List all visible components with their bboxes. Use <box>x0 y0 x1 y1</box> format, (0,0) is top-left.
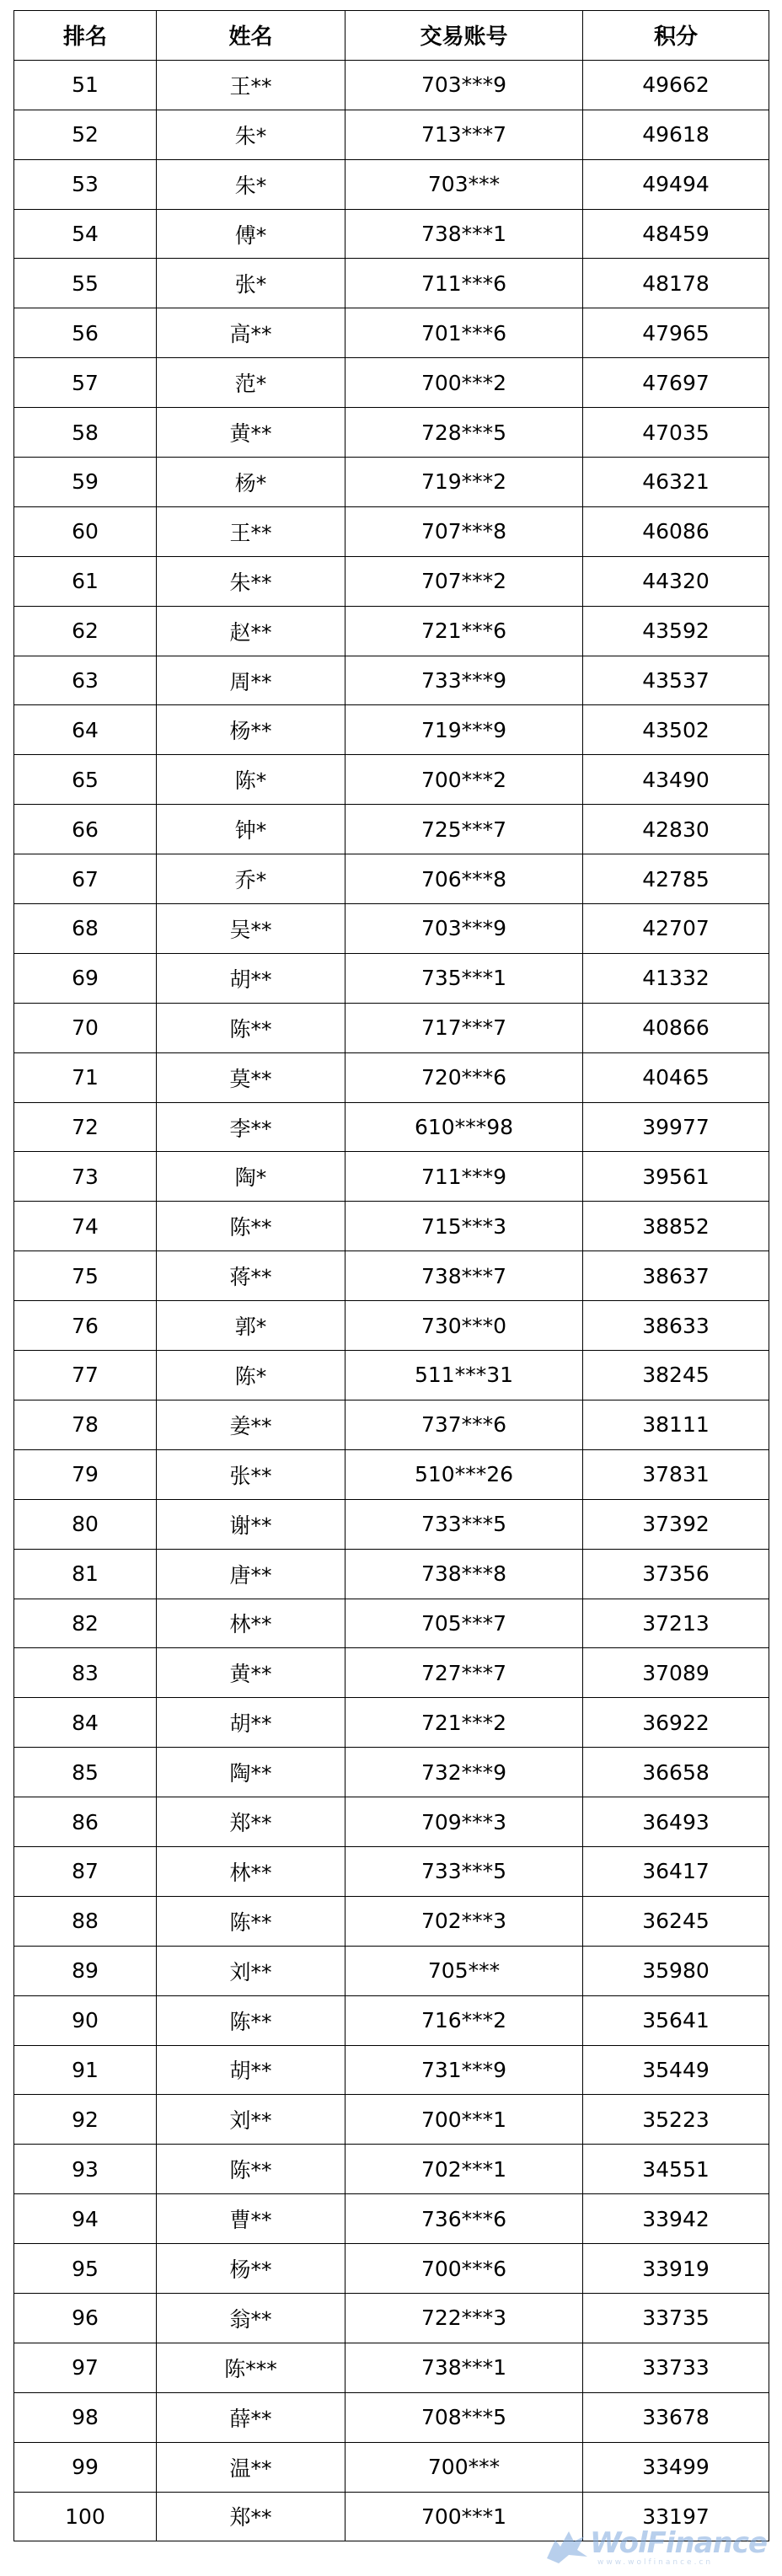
cell-account: 733***5 <box>345 1499 583 1549</box>
cell-score: 36658 <box>583 1748 769 1797</box>
cell-score: 33733 <box>583 2343 769 2392</box>
table-row <box>14 2145 769 2194</box>
cell-score: 33919 <box>583 2244 769 2294</box>
ranking-table <box>13 10 769 2541</box>
cell-name: 黄** <box>157 408 345 458</box>
cell-score: 46086 <box>583 506 769 556</box>
table-row <box>14 854 769 904</box>
cell-score: 42830 <box>583 805 769 854</box>
cell-rank: 66 <box>14 805 157 854</box>
table-row <box>14 1351 769 1400</box>
cell-name: 唐** <box>157 1549 345 1599</box>
cell-score: 43537 <box>583 656 769 705</box>
cell-rank: 83 <box>14 1648 157 1698</box>
table-row <box>14 606 769 656</box>
cell-name: 傅* <box>157 209 345 259</box>
cell-rank: 58 <box>14 408 157 458</box>
cell-name: 张** <box>157 1449 345 1499</box>
cell-account: 720***6 <box>345 1052 583 1102</box>
cell-score: 38852 <box>583 1202 769 1251</box>
cell-account: 738***7 <box>345 1251 583 1301</box>
cell-name: 陈** <box>157 1202 345 1251</box>
table-row <box>14 1152 769 1202</box>
cell-account: 700***1 <box>345 2095 583 2145</box>
table-row <box>14 2293 769 2343</box>
cell-score: 49662 <box>583 60 769 110</box>
table-row <box>14 656 769 705</box>
table-row <box>14 2442 769 2492</box>
cell-score: 41332 <box>583 953 769 1003</box>
cell-account: 731***9 <box>345 2045 583 2095</box>
header-name: 姓名 <box>157 11 345 61</box>
cell-rank: 84 <box>14 1698 157 1748</box>
cell-score: 49618 <box>583 110 769 159</box>
table-row <box>14 308 769 358</box>
cell-account: 511***31 <box>345 1351 583 1400</box>
cell-account: 738***8 <box>345 1549 583 1599</box>
cell-rank: 79 <box>14 1449 157 1499</box>
cell-rank: 74 <box>14 1202 157 1251</box>
cell-rank: 59 <box>14 458 157 507</box>
cell-score: 38637 <box>583 1251 769 1301</box>
header-rank: 排名 <box>14 11 157 61</box>
cell-account: 725***7 <box>345 805 583 854</box>
cell-name: 杨* <box>157 458 345 507</box>
cell-score: 47697 <box>583 358 769 408</box>
cell-name: 郑** <box>157 1797 345 1847</box>
cell-rank: 51 <box>14 60 157 110</box>
cell-name: 朱* <box>157 110 345 159</box>
cell-score: 42707 <box>583 904 769 954</box>
cell-account: 703***9 <box>345 904 583 954</box>
cell-account: 717***7 <box>345 1003 583 1052</box>
cell-name: 陶** <box>157 1748 345 1797</box>
cell-name: 王** <box>157 506 345 556</box>
cell-account: 722***3 <box>345 2293 583 2343</box>
table-row <box>14 1698 769 1748</box>
table-row <box>14 1499 769 1549</box>
cell-account: 728***5 <box>345 408 583 458</box>
cell-rank: 60 <box>14 506 157 556</box>
cell-name: 刘** <box>157 2095 345 2145</box>
table-row <box>14 1995 769 2045</box>
cell-name: 杨** <box>157 2244 345 2294</box>
cell-score: 35980 <box>583 1946 769 1995</box>
cell-rank: 91 <box>14 2045 157 2095</box>
table-row <box>14 2392 769 2442</box>
cell-name: 王** <box>157 60 345 110</box>
cell-name: 朱** <box>157 556 345 606</box>
cell-score: 46321 <box>583 458 769 507</box>
cell-account: 736***6 <box>345 2194 583 2244</box>
cell-account: 730***0 <box>345 1301 583 1351</box>
cell-account: 702***1 <box>345 2145 583 2194</box>
cell-name: 陈*** <box>157 2343 345 2392</box>
cell-rank: 63 <box>14 656 157 705</box>
table-row <box>14 358 769 408</box>
cell-rank: 100 <box>14 2492 157 2541</box>
table-row <box>14 60 769 110</box>
cell-name: 郭* <box>157 1301 345 1351</box>
cell-account: 721***6 <box>345 606 583 656</box>
cell-name: 胡** <box>157 953 345 1003</box>
table-row <box>14 506 769 556</box>
cell-score: 33499 <box>583 2442 769 2492</box>
ranking-table-container <box>13 10 769 2541</box>
cell-account: 700***1 <box>345 2492 583 2541</box>
cell-rank: 72 <box>14 1102 157 1152</box>
table-row <box>14 2194 769 2244</box>
cell-account: 703***9 <box>345 60 583 110</box>
cell-score: 37831 <box>583 1449 769 1499</box>
table-row <box>14 2244 769 2294</box>
cell-account: 610***98 <box>345 1102 583 1152</box>
cell-name: 蒋** <box>157 1251 345 1301</box>
cell-name: 朱* <box>157 159 345 209</box>
cell-account: 711***9 <box>345 1152 583 1202</box>
cell-name: 钟* <box>157 805 345 854</box>
cell-score: 49494 <box>583 159 769 209</box>
cell-score: 35449 <box>583 2045 769 2095</box>
cell-account: 709***3 <box>345 1797 583 1847</box>
cell-rank: 73 <box>14 1152 157 1202</box>
table-row <box>14 1846 769 1896</box>
cell-score: 35641 <box>583 1995 769 2045</box>
cell-account: 733***5 <box>345 1846 583 1896</box>
cell-account: 707***8 <box>345 506 583 556</box>
cell-name: 谢** <box>157 1499 345 1549</box>
cell-score: 43502 <box>583 705 769 755</box>
cell-name: 高** <box>157 308 345 358</box>
table-row <box>14 1946 769 1995</box>
cell-name: 乔* <box>157 854 345 904</box>
cell-rank: 67 <box>14 854 157 904</box>
table-row <box>14 1648 769 1698</box>
cell-score: 33942 <box>583 2194 769 2244</box>
cell-rank: 85 <box>14 1748 157 1797</box>
cell-score: 37356 <box>583 1549 769 1599</box>
table-row <box>14 1449 769 1499</box>
cell-account: 716***2 <box>345 1995 583 2045</box>
table-row <box>14 1003 769 1052</box>
cell-name: 陶* <box>157 1152 345 1202</box>
cell-score: 43490 <box>583 755 769 805</box>
cell-name: 陈** <box>157 2145 345 2194</box>
table-row <box>14 110 769 159</box>
cell-rank: 64 <box>14 705 157 755</box>
cell-rank: 75 <box>14 1251 157 1301</box>
cell-score: 36493 <box>583 1797 769 1847</box>
cell-name: 陈* <box>157 1351 345 1400</box>
cell-name: 郑** <box>157 2492 345 2541</box>
cell-score: 37089 <box>583 1648 769 1698</box>
cell-account: 711***6 <box>345 259 583 308</box>
table-row <box>14 209 769 259</box>
table-row <box>14 2492 769 2541</box>
cell-rank: 97 <box>14 2343 157 2392</box>
cell-name: 翁** <box>157 2293 345 2343</box>
cell-rank: 61 <box>14 556 157 606</box>
cell-account: 719***9 <box>345 705 583 755</box>
table-row <box>14 1102 769 1152</box>
cell-name: 林** <box>157 1599 345 1648</box>
cell-account: 702***3 <box>345 1896 583 1946</box>
table-row <box>14 953 769 1003</box>
cell-score: 44320 <box>583 556 769 606</box>
watermark-brand: WolFinance <box>590 2526 768 2560</box>
cell-score: 39977 <box>583 1102 769 1152</box>
cell-name: 赵** <box>157 606 345 656</box>
cell-rank: 56 <box>14 308 157 358</box>
cell-rank: 70 <box>14 1003 157 1052</box>
table-row <box>14 705 769 755</box>
cell-score: 38633 <box>583 1301 769 1351</box>
table-body <box>14 60 769 2541</box>
cell-name: 刘** <box>157 1946 345 1995</box>
cell-score: 36417 <box>583 1846 769 1896</box>
cell-name: 温** <box>157 2442 345 2492</box>
cell-score: 34551 <box>583 2145 769 2194</box>
cell-name: 胡** <box>157 2045 345 2095</box>
cell-score: 37213 <box>583 1599 769 1648</box>
cell-name: 杨** <box>157 705 345 755</box>
cell-rank: 98 <box>14 2392 157 2442</box>
table-row <box>14 1797 769 1847</box>
cell-rank: 54 <box>14 209 157 259</box>
cell-account: 713***7 <box>345 110 583 159</box>
cell-name: 黄** <box>157 1648 345 1698</box>
cell-account: 701***6 <box>345 308 583 358</box>
cell-score: 42785 <box>583 854 769 904</box>
cell-rank: 88 <box>14 1896 157 1946</box>
cell-name: 曹** <box>157 2194 345 2244</box>
table-row <box>14 159 769 209</box>
cell-account: 705*** <box>345 1946 583 1995</box>
cell-account: 738***1 <box>345 2343 583 2392</box>
cell-rank: 53 <box>14 159 157 209</box>
cell-name: 张* <box>157 259 345 308</box>
cell-account: 732***9 <box>345 1748 583 1797</box>
cell-rank: 71 <box>14 1052 157 1102</box>
cell-score: 33735 <box>583 2293 769 2343</box>
cell-rank: 52 <box>14 110 157 159</box>
table-row <box>14 408 769 458</box>
cell-score: 47965 <box>583 308 769 358</box>
cell-rank: 82 <box>14 1599 157 1648</box>
cell-rank: 86 <box>14 1797 157 1847</box>
cell-rank: 93 <box>14 2145 157 2194</box>
cell-account: 700***6 <box>345 2244 583 2294</box>
cell-rank: 94 <box>14 2194 157 2244</box>
cell-name: 陈* <box>157 755 345 805</box>
cell-rank: 81 <box>14 1549 157 1599</box>
cell-account: 700***2 <box>345 358 583 408</box>
table-row <box>14 1202 769 1251</box>
cell-rank: 77 <box>14 1351 157 1400</box>
header-score: 积分 <box>583 11 769 61</box>
table-row <box>14 1748 769 1797</box>
cell-rank: 96 <box>14 2293 157 2343</box>
cell-score: 36922 <box>583 1698 769 1748</box>
cell-score: 37392 <box>583 1499 769 1549</box>
table-row <box>14 1301 769 1351</box>
cell-name: 姜** <box>157 1400 345 1449</box>
cell-account: 707***2 <box>345 556 583 606</box>
table-row <box>14 2343 769 2392</box>
cell-rank: 80 <box>14 1499 157 1549</box>
cell-account: 721***2 <box>345 1698 583 1748</box>
cell-account: 737***6 <box>345 1400 583 1449</box>
cell-account: 510***26 <box>345 1449 583 1499</box>
cell-rank: 55 <box>14 259 157 308</box>
cell-rank: 65 <box>14 755 157 805</box>
table-row <box>14 1052 769 1102</box>
table-row <box>14 1400 769 1449</box>
cell-name: 范* <box>157 358 345 408</box>
table-row <box>14 1549 769 1599</box>
table-row <box>14 2095 769 2145</box>
cell-score: 40465 <box>583 1052 769 1102</box>
cell-name: 陈** <box>157 1896 345 1946</box>
cell-account: 735***1 <box>345 953 583 1003</box>
cell-name: 吴** <box>157 904 345 954</box>
table-row <box>14 805 769 854</box>
cell-account: 727***7 <box>345 1648 583 1698</box>
cell-score: 38245 <box>583 1351 769 1400</box>
table-header-row <box>14 11 769 61</box>
cell-account: 733***9 <box>345 656 583 705</box>
cell-rank: 95 <box>14 2244 157 2294</box>
cell-rank: 99 <box>14 2442 157 2492</box>
cell-score: 33197 <box>583 2492 769 2541</box>
cell-rank: 89 <box>14 1946 157 1995</box>
cell-name: 林** <box>157 1846 345 1896</box>
cell-rank: 62 <box>14 606 157 656</box>
cell-score: 36245 <box>583 1896 769 1946</box>
cell-rank: 57 <box>14 358 157 408</box>
cell-rank: 90 <box>14 1995 157 2045</box>
cell-score: 43592 <box>583 606 769 656</box>
cell-account: 708***5 <box>345 2392 583 2442</box>
cell-name: 胡** <box>157 1698 345 1748</box>
table-row <box>14 1599 769 1648</box>
cell-account: 705***7 <box>345 1599 583 1648</box>
cell-score: 38111 <box>583 1400 769 1449</box>
table-row <box>14 556 769 606</box>
cell-name: 陈** <box>157 1003 345 1052</box>
cell-account: 719***2 <box>345 458 583 507</box>
cell-score: 35223 <box>583 2095 769 2145</box>
cell-account: 703*** <box>345 159 583 209</box>
cell-account: 706***8 <box>345 854 583 904</box>
table-row <box>14 1251 769 1301</box>
cell-name: 周** <box>157 656 345 705</box>
cell-rank: 87 <box>14 1846 157 1896</box>
cell-rank: 69 <box>14 953 157 1003</box>
cell-name: 李** <box>157 1102 345 1152</box>
header-account: 交易账号 <box>345 11 583 61</box>
cell-name: 陈** <box>157 1995 345 2045</box>
cell-rank: 92 <box>14 2095 157 2145</box>
table-row <box>14 904 769 954</box>
table-row <box>14 755 769 805</box>
cell-score: 48178 <box>583 259 769 308</box>
cell-score: 39561 <box>583 1152 769 1202</box>
cell-account: 700***2 <box>345 755 583 805</box>
cell-score: 40866 <box>583 1003 769 1052</box>
table-row <box>14 259 769 308</box>
cell-account: 700*** <box>345 2442 583 2492</box>
watermark-url: www.wolfinance.cn <box>597 2558 714 2567</box>
table-row <box>14 1896 769 1946</box>
table-row <box>14 2045 769 2095</box>
table-row <box>14 458 769 507</box>
cell-name: 莫** <box>157 1052 345 1102</box>
cell-name: 薛** <box>157 2392 345 2442</box>
cell-score: 47035 <box>583 408 769 458</box>
cell-rank: 76 <box>14 1301 157 1351</box>
cell-score: 33678 <box>583 2392 769 2442</box>
cell-rank: 78 <box>14 1400 157 1449</box>
cell-score: 48459 <box>583 209 769 259</box>
cell-rank: 68 <box>14 904 157 954</box>
cell-account: 738***1 <box>345 209 583 259</box>
cell-account: 715***3 <box>345 1202 583 1251</box>
